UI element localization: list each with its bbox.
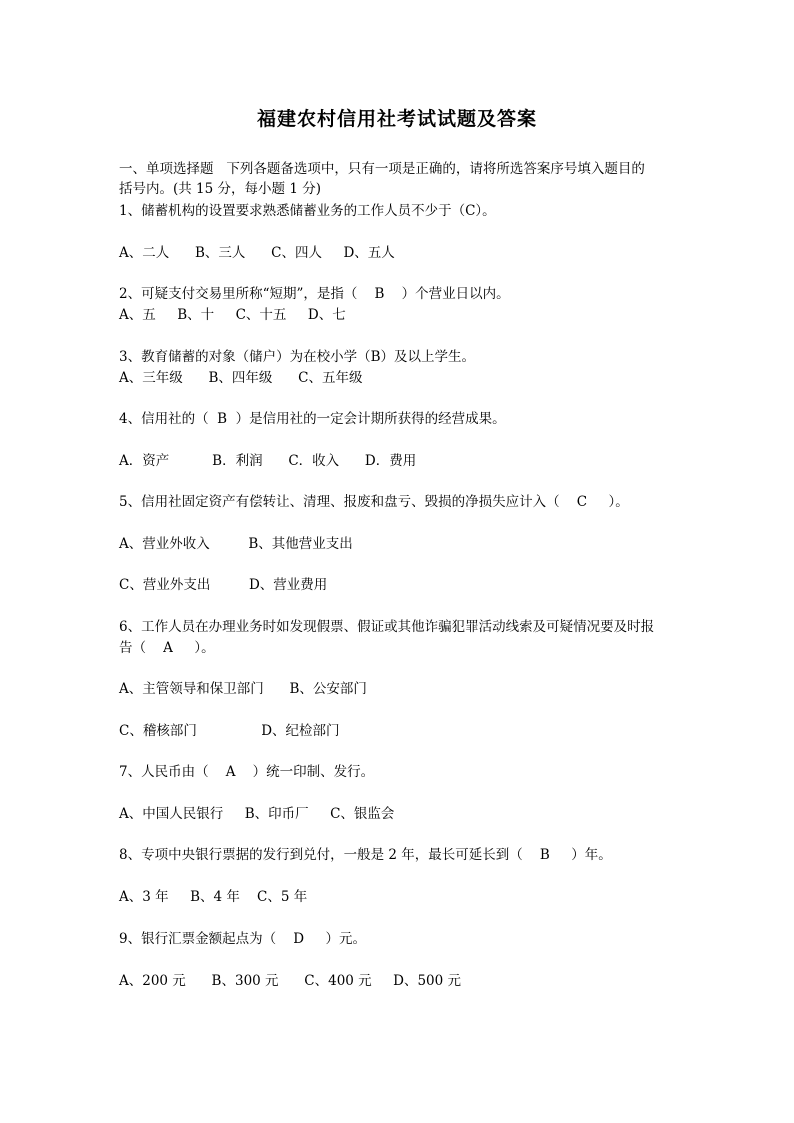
- question-7: 7、人民币由（ A ）统一印制、发行。: [119, 764, 375, 780]
- question-2-options: A、五 B、十 C、十五 D、七: [119, 307, 346, 323]
- question-8-options: A、3 年 B、4 年 C、5 年: [119, 889, 308, 905]
- section-instruction: 一、单项选择题 下列各题备选项中，只有一项是正确的，请将所选答案序号填入题目的: [119, 161, 645, 177]
- question-1: 1、储蓄机构的设置要求熟悉储蓄业务的工作人员不少于（C）。: [119, 203, 496, 219]
- section-instruction-cont: 括号内。(共 15 分，每小题 1 分): [119, 181, 321, 197]
- question-6-options-ab: A、主管领导和保卫部门 B、公安部门: [119, 681, 367, 697]
- question-3-options: A、三年级 B、四年级 C、五年级: [119, 370, 363, 386]
- question-5-options-ab: A、营业外收入 B、其他营业支出: [119, 536, 353, 552]
- question-7-options: A、中国人民银行 B、印币厂 C、银监会: [119, 806, 395, 822]
- question-6: 6、工作人员在办理业务时如发现假票、假证或其他诈骗犯罪活动线索及可疑情况要及时报: [119, 619, 655, 635]
- question-4: 4、信用社的（ B ）是信用社的一定会计期所获得的经营成果。: [119, 411, 506, 427]
- question-9: 9、银行汇票金额起点为（ D ）元。: [119, 931, 367, 947]
- question-8: 8、专项中央银行票据的发行到兑付，一般是 2 年，最长可延长到（ B ）年。: [119, 847, 612, 863]
- question-1-options: A、二人 B、三人 C、四人 D、五人: [119, 245, 395, 261]
- question-9-options: A、200 元 B、300 元 C、400 元 D、500 元: [119, 973, 462, 989]
- question-2: 2、可疑支付交易里所称“短期”，是指（ B ）个营业日以内。: [119, 286, 510, 302]
- question-6-cont: 告（ A ）。: [119, 640, 215, 656]
- question-3: 3、教育储蓄的对象（储户）为在校小学（B）及以上学生。: [119, 349, 476, 365]
- question-4-options: A．资产 B．利润 C．收入 D．费用: [119, 453, 417, 469]
- page-title: 福建农村信用社考试试题及答案: [256, 108, 537, 130]
- question-5-options-cd: C、营业外支出 D、营业费用: [119, 577, 328, 593]
- question-5: 5、信用社固定资产有偿转让、清理、报废和盘亏、毁损的净损失应计入（ C ）。: [119, 494, 629, 510]
- question-6-options-cd: C、稽核部门 D、纪检部门: [119, 723, 340, 739]
